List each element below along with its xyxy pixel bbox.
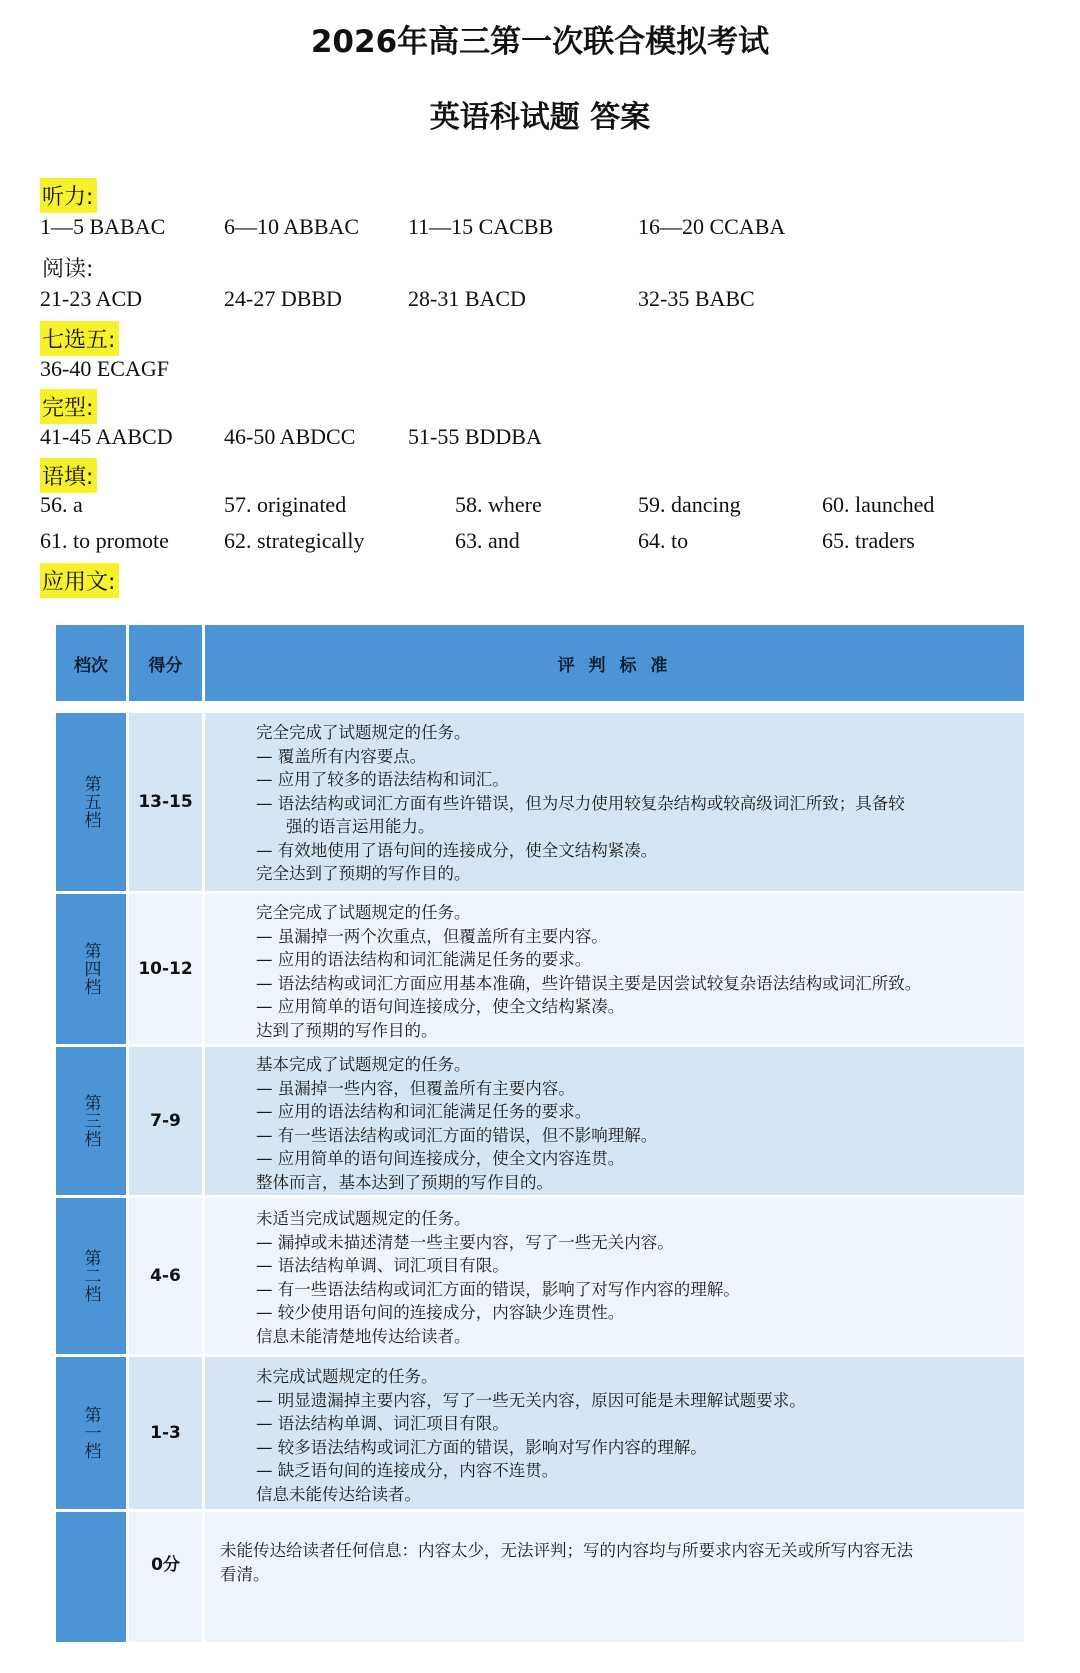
score-cell: 0分 — [151, 1554, 180, 1575]
criteria-line: — 较少使用语句间的连接成分，内容缺少连贯性。 — [256, 1303, 625, 1322]
level-label: 第二档 — [80, 1249, 101, 1303]
table-divider — [56, 1354, 1024, 1357]
table-divider — [56, 1195, 1024, 1198]
score-cell: 4-6 — [150, 1266, 181, 1286]
criteria-line: — 应用简单的语句间连接成分，使全文结构紧凑。 — [256, 997, 625, 1016]
answer-item: 1—5 BABAC — [40, 214, 166, 239]
rubric-table — [56, 625, 1024, 1642]
criteria-line: 信息未能传达给读者。 — [256, 1484, 421, 1504]
table-divider — [56, 1509, 1024, 1512]
criteria-cell — [206, 1365, 1014, 1506]
criteria-line: — 有一些语法结构或词汇方面的错误，影响了对写作内容的理解。 — [256, 1279, 740, 1299]
exam-title: 2026年高三第一次联合模拟考试 — [310, 24, 770, 60]
level-label: 第一档 — [80, 1406, 101, 1460]
answer-item: 56. a — [40, 492, 83, 517]
criteria-line: 基本完成了试题规定的任务。 — [256, 1055, 471, 1074]
header-score: 得分 — [129, 625, 202, 701]
section-label-reading: 阅读: — [42, 257, 94, 282]
criteria-line: — 漏掉或未描述清楚一些主要内容，写了一些无关内容。 — [256, 1232, 674, 1252]
answer-item: 59. dancing — [638, 492, 741, 517]
criteria-line: 强的语言运用能力。 — [286, 817, 435, 836]
answer-item: 60. launched — [822, 492, 935, 517]
criteria-line: — 应用了较多的语法结构和词汇。 — [256, 770, 509, 789]
section-label-seven-five: 七选五: — [40, 321, 119, 356]
criteria-line: 整体而言，基本达到了预期的写作目的。 — [256, 1172, 553, 1192]
table-divider — [56, 701, 1024, 713]
table-divider — [126, 625, 129, 1642]
criteria-line: 完全达到了预期的写作目的。 — [256, 864, 471, 883]
level-cell — [56, 1512, 126, 1642]
criteria-line: — 明显遗漏掉主要内容，写了一些无关内容，原因可能是未理解试题要求。 — [256, 1390, 806, 1410]
table-divider — [56, 891, 1024, 894]
answer-subtitle: 英语科试题 答案 — [429, 100, 651, 135]
section-label-listening: 听力: — [40, 178, 97, 213]
criteria-line: 看清。 — [220, 1564, 270, 1584]
criteria-line: — 覆盖所有内容要点。 — [256, 746, 427, 766]
score-cell: 1-3 — [150, 1423, 181, 1443]
table-divider — [202, 625, 205, 1642]
criteria-line: — 缺乏语句间的连接成分，内容不连贯。 — [256, 1461, 559, 1480]
criteria-line: — 语法结构单调、词汇项目有限。 — [256, 1414, 509, 1433]
criteria-line: — 应用简单的语句间连接成分，使全文内容连贯。 — [256, 1149, 625, 1168]
answer-item: 61. to promote — [40, 528, 169, 553]
level-cell — [56, 1198, 126, 1354]
criteria-line: 信息未能清楚地传达给读者。 — [256, 1326, 471, 1346]
criteria-line: — 有一些语法结构或词汇方面的错误，但不影响理解。 — [256, 1125, 658, 1145]
criteria-line: 未适当完成试题规定的任务。 — [256, 1209, 471, 1228]
answer-item: 32-35 BABC — [638, 286, 755, 311]
criteria-line: — 语法结构或词汇方面应用基本准确，些许错误主要是因尝试较复杂语法结构或词汇所致。 — [256, 973, 922, 993]
level-cell — [56, 713, 126, 891]
answer-item: 51-55 BDDBA — [408, 424, 542, 449]
answer-item: 64. to — [638, 528, 689, 553]
level-label: 第三档 — [80, 1094, 101, 1148]
level-cell — [56, 1047, 126, 1195]
header-level: 档次 — [56, 625, 126, 701]
answer-item: 6—10 ABBAC — [224, 214, 360, 239]
answer-item: 63. and — [455, 528, 520, 553]
table-divider — [56, 1044, 1024, 1047]
criteria-line: 完全完成了试题规定的任务。 — [256, 903, 471, 922]
section-label-grammar-fill: 语填: — [40, 458, 97, 493]
criteria-line: — 有效地使用了语句间的连接成分，使全文结构紧凑。 — [256, 840, 658, 860]
answer-item: 24-27 DBBD — [224, 286, 342, 311]
answer-item: 16—20 CCABA — [638, 214, 786, 239]
criteria-cell — [206, 1539, 1014, 1586]
level-label: 第五档 — [80, 775, 101, 829]
answer-item: 21-23 ACD — [40, 286, 143, 311]
level-label: 第四档 — [80, 942, 101, 996]
answer-item: 62. strategically — [224, 528, 365, 553]
criteria-cell — [206, 1053, 1014, 1194]
level-cell — [56, 894, 126, 1044]
answer-item: 58. where — [455, 492, 542, 517]
criteria-line: — 语法结构单调、词汇项目有限。 — [256, 1256, 509, 1275]
criteria-line: — 虽漏掉一些内容，但覆盖所有主要内容。 — [256, 1078, 575, 1098]
criteria-line: — 语法结构或词汇方面有些许错误，但为尽力使用较复杂结构或较高级词汇所致；具备较 — [256, 793, 905, 813]
criteria-line: — 较多语法结构或词汇方面的错误，影响对写作内容的理解。 — [256, 1437, 707, 1457]
answer-item: 41-45 AABCD — [40, 424, 173, 449]
answer-item: 57. originated — [224, 492, 347, 517]
criteria-line: 完全完成了试题规定的任务。 — [256, 723, 471, 742]
criteria-cell — [206, 901, 1014, 1042]
answer-item: 46-50 ABDCC — [224, 424, 356, 449]
criteria-line: 达到了预期的写作目的。 — [256, 1020, 438, 1040]
criteria-line: 未完成试题规定的任务。 — [256, 1367, 438, 1386]
answer-item: 11—15 CACBB — [408, 214, 554, 239]
score-cell: 13-15 — [138, 792, 193, 812]
answer-item: 28-31 BACD — [408, 286, 526, 311]
criteria-line: — 虽漏掉一两个次重点，但覆盖所有主要内容。 — [256, 926, 608, 946]
answer-item: 65. traders — [822, 528, 915, 553]
score-cell: 7-9 — [150, 1111, 181, 1131]
section-label-cloze: 完型: — [40, 389, 97, 424]
header-criteria: 评 判 标 准 — [205, 625, 1024, 701]
score-cell: 10-12 — [138, 959, 193, 979]
level-cell — [56, 1357, 126, 1509]
criteria-cell — [206, 1207, 1014, 1348]
criteria-cell — [206, 721, 1014, 886]
section-label-practical-writing: 应用文: — [40, 563, 119, 598]
answer-item: 36-40 ECAGF — [40, 356, 169, 381]
criteria-line: 未能传达给读者任何信息：内容太少，无法评判；写的内容均与所要求内容无关或所写内容无法 — [220, 1541, 913, 1560]
criteria-line: — 应用的语法结构和词汇能满足任务的要求。 — [256, 950, 592, 969]
criteria-line: — 应用的语法结构和词汇能满足任务的要求。 — [256, 1102, 592, 1121]
